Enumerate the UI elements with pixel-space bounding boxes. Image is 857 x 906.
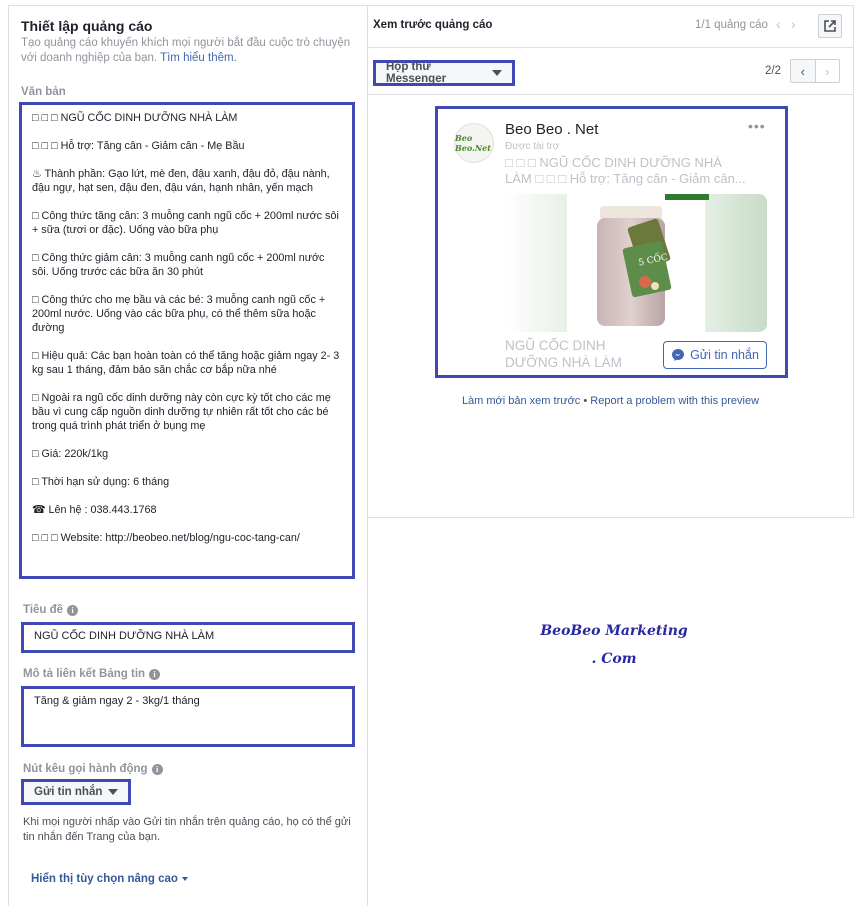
info-icon[interactable]: i <box>149 669 160 680</box>
chevron-right-icon[interactable]: › <box>791 16 796 32</box>
sponsored-label: Được tài trợ <box>505 141 560 152</box>
ad-setup-panel <box>8 5 368 906</box>
page-avatar <box>454 123 494 163</box>
newsfeed-desc-value: Tăng & giảm ngay 2 - 3kg/1 tháng <box>34 695 200 707</box>
messenger-ad-preview <box>435 106 788 378</box>
more-options-icon[interactable]: ••• <box>748 118 766 134</box>
chevron-right-icon: › <box>825 63 830 79</box>
show-advanced-options-link[interactable] <box>31 873 188 885</box>
text-field-label <box>21 86 66 98</box>
preview-page-count: 2/2 <box>765 65 781 77</box>
placement-row <box>368 49 853 95</box>
preview-pager <box>790 59 840 83</box>
watermark <box>370 617 857 673</box>
preview-header <box>368 6 853 48</box>
info-icon[interactable]: i <box>67 605 78 616</box>
setup-description <box>21 36 356 66</box>
headline-value: NGŨ CỐC DINH DƯỠNG NHÀ LÀM <box>34 630 215 642</box>
ad-product-image <box>505 194 767 332</box>
jar-label-text: 5 CỐC <box>637 252 669 269</box>
ad-preview-panel <box>368 5 854 518</box>
ad-text-line-2: LÀM □ □ □ Hỗ trợ: Tăng cân - Giảm cân... <box>505 171 746 186</box>
placement-select-value: Hộp thư Messenger <box>386 61 447 85</box>
external-link-icon <box>824 20 836 32</box>
chevron-left-icon[interactable]: ‹ <box>776 16 781 32</box>
info-icon[interactable]: i <box>152 764 163 775</box>
text-field-label-text: Văn bản <box>21 86 66 98</box>
caret-down-icon <box>108 789 118 795</box>
text-line: □ Giá: 220k/1kg <box>32 448 109 460</box>
watermark-line-1: BeoBeo Marketing <box>540 623 688 639</box>
text-line: □ Công thức cho mẹ bầu và các bé: 3 muỗng canh ngũ cốc + 200ml nước. Uống vào các bữa phụ, có thể thêm sữa hoặc đường <box>32 294 326 334</box>
text-line: □ Công thức giảm cân: 3 muỗng canh ngũ cốc + 200ml nước sôi. Uống trước các bữa ăn 30 phút <box>32 252 325 278</box>
text-line: □ □ □ Hỗ trợ: Tăng cân - Giảm cân - Mẹ Bầu <box>32 140 245 152</box>
send-message-label: Gửi tin nhắn <box>690 348 759 362</box>
messenger-icon <box>671 348 685 362</box>
placement-select[interactable] <box>373 60 515 86</box>
preview-count: 1/1 quảng cáo <box>695 19 768 31</box>
preview-links <box>368 395 853 407</box>
setup-description-text: Tạo quảng cáo khuyến khích mọi người bắt đầu cuộc trò chuyện với doanh nghiệp của bạn. <box>21 37 351 64</box>
chevron-left-icon: ‹ <box>800 63 805 79</box>
setup-title: Thiết lập quảng cáo <box>21 18 153 34</box>
cta-help-text: Khi mọi người nhấp vào Gửi tin nhắn trên quảng cáo, họ có thể gửi tin nhắn đến Trang của bạn. <box>23 816 351 843</box>
text-line: □ Hiệu quả: Các bạn hoàn toàn có thể tăng hoặc giảm ngay 2- 3 kg sau 1 tháng, đảm bảo săn chắc cơ bắp nữa nhé <box>32 350 340 376</box>
refresh-preview-link[interactable]: Làm mới bản xem trước <box>461 395 581 407</box>
page-avatar-logo-text: Beo Beo.Net <box>455 133 491 153</box>
text-line: ☎ Lên hệ : 038.443.1768 <box>32 504 157 516</box>
ad-page-name: Beo Beo . Net <box>505 121 599 138</box>
next-preview-button[interactable] <box>816 60 840 82</box>
report-problem-link[interactable]: Report a problem with this preview <box>590 395 760 407</box>
headline-label-text: Tiêu đề <box>23 604 64 616</box>
headline-label <box>23 604 78 616</box>
text-line: □ Ngoài ra ngũ cốc dinh dưỡng này còn cực kỳ tốt cho các mẹ bầu vì cung cấp nguồn dinh dưỡng tự nhiên rất tốt cho các bé trong quá trình phát triển ở bụng mẹ <box>32 392 331 432</box>
text-line: □ Công thức tăng cân: 3 muỗng canh ngũ cốc + 200ml nước sôi + sữa (tươi or đặc). Uống vào bữa phụ <box>32 210 339 236</box>
caret-down-icon <box>492 70 502 76</box>
text-line: ♨ Thành phần: Gạo lứt, mè đen, đậu xanh, đậu đỏ, đậu nành, đậu ngự, hạt sen, đậu đen, đậu ván, hạnh nhân, yến mạch <box>32 168 330 194</box>
newsfeed-desc-label-text: Mô tả liên kết Bảng tin <box>23 668 146 680</box>
cta-label <box>23 763 163 775</box>
open-external-button[interactable] <box>818 14 842 38</box>
ad-text-line-1: □ □ □ NGŨ CỐC DINH DƯỠNG NHÀ <box>505 155 722 170</box>
cta-label-text: Nút kêu gọi hành động <box>23 763 148 775</box>
text-line: □ □ □ NGŨ CỐC DINH DƯỠNG NHÀ LÀM <box>32 112 238 124</box>
watermark-line-2: . Com <box>591 651 637 667</box>
cereal-jar-image <box>505 194 767 332</box>
preview-title: Xem trước quảng cáo <box>373 19 493 31</box>
prev-preview-button[interactable] <box>791 60 816 82</box>
text-line: □ □ □ Website: http://beobeo.net/blog/ngu-coc-tang-can/ <box>32 532 300 544</box>
advanced-options-text: Hiển thị tùy chọn nâng cao <box>31 873 178 885</box>
primary-text-input[interactable] <box>19 102 355 579</box>
link-separator: • <box>583 395 588 407</box>
send-message-button[interactable] <box>663 341 767 369</box>
ad-headline: NGŨ CỐC DINH DƯỠNG NHÀ LÀM <box>505 338 622 370</box>
newsfeed-desc-input[interactable] <box>21 686 355 747</box>
learn-more-link[interactable]: Tìm hiểu thêm. <box>160 52 237 64</box>
headline-input[interactable] <box>21 622 355 653</box>
text-line: □ Thời hạn sử dụng: 6 tháng <box>32 476 170 488</box>
cta-select[interactable] <box>21 779 131 805</box>
cta-select-value: Gửi tin nhắn <box>34 786 103 798</box>
caret-down-icon <box>182 877 188 881</box>
newsfeed-desc-label <box>23 668 160 680</box>
